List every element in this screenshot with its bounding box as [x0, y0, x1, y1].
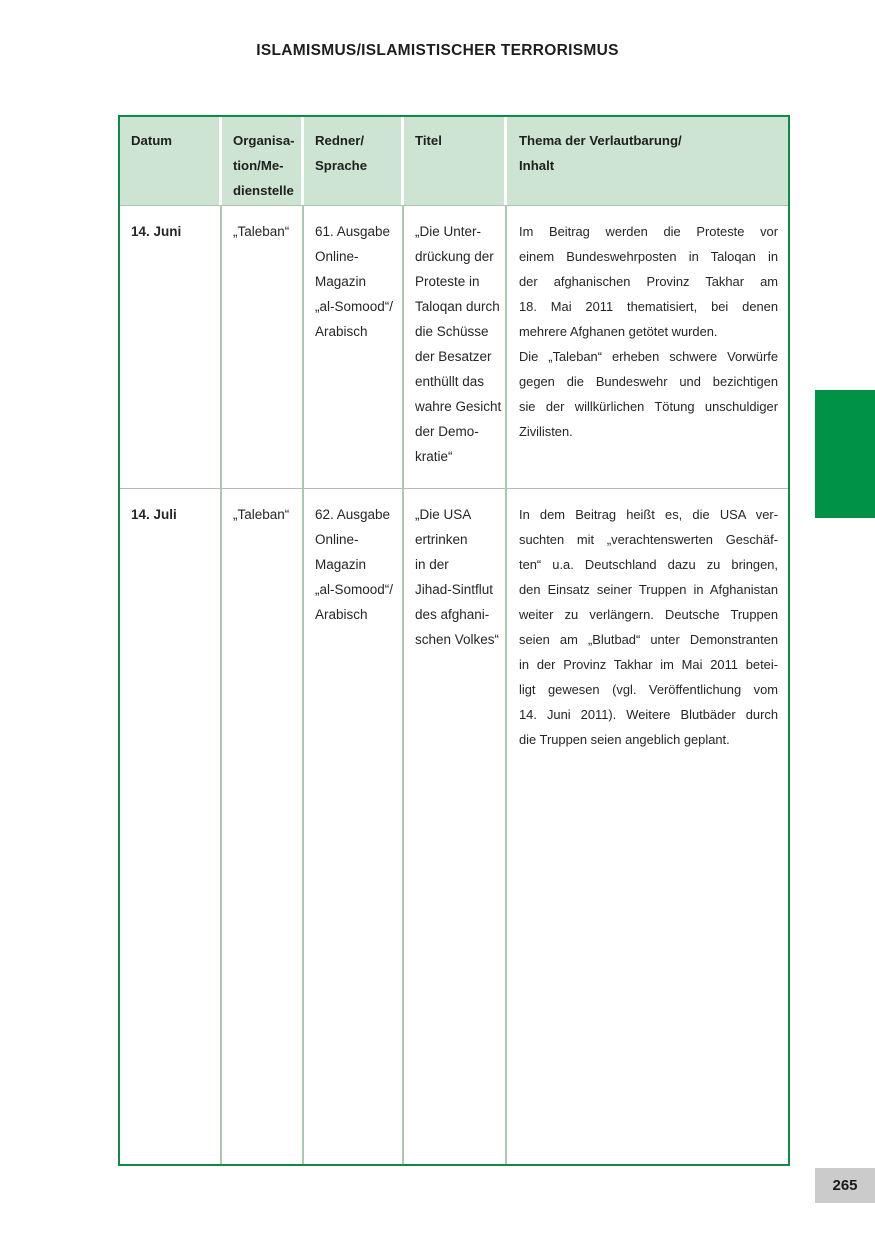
header-cell-redner-sprache: Redner/ Sprache [304, 117, 404, 205]
cell-datum: 14. Juni [120, 206, 222, 488]
page-title: ISLAMISMUS/ISLAMISTISCHER TERRORISMUS [256, 42, 619, 59]
publications-table [118, 115, 790, 1166]
header-cell-titel: Titel [404, 117, 507, 205]
table-row [120, 206, 788, 489]
cell-inhalt: Im Beitrag werden die Proteste vor einem Bundeswehrposten in Taloqan in der afghanischen Provinz Takhar am 18. Mai 2011 thematisiert, bei denen mehrere Afghanen getötet wurden. Die „Taleban“ erheben schwere Vorwürfe gegen die Bundeswehr und bezichtigen sie der willkürlichen Tötung unschuldiger Zivilisten. [519, 224, 778, 439]
cell-organisation: „Taleban“ [222, 489, 304, 1164]
cell-titel: „Die USA ertrinken in der Jihad-Sintflut des afghani- schen Volkes“ [404, 489, 507, 1164]
table-row [120, 489, 788, 1164]
header-cell-thema: Thema der Verlautbarung/ Inhalt [507, 117, 788, 205]
page-number: 265 [832, 1177, 858, 1194]
cell-titel: „Die Unter- drückung der Proteste in Taloqan durch die Schüsse der Besatzer enthüllt das wahre Gesicht der Demo- kratie“ [404, 206, 507, 488]
cell-organisation: „Taleban“ [222, 206, 304, 488]
table-header-row [120, 117, 788, 206]
header-cell-datum: Datum [120, 117, 222, 205]
cell-inhalt: In dem Beitrag heißt es, die USA ver- suchten mit „verachtenswerten Geschäf- ten“ u.a. Deutschland dazu zu bringen, den Einsatz seiner Truppen in Afghanistan weiter zu verlängern. Deutsche Truppen seien am „Blutbad“ unter Demonstranten in der Provinz Takhar im Mai 2011 betei- ligt gewesen (vgl. Veröffentlichung vom 14. Juni 2011). Weitere Blutbäder durch die Truppen seien angeblich geplant. [519, 507, 778, 747]
header-cell-organisation: Organisa- tion/Me- dienstelle [222, 117, 304, 205]
cell-datum: 14. Juli [120, 489, 222, 1164]
cell-redner-sprache: 62. Ausgabe Online- Magazin „al-Somood“/ Arabisch [304, 489, 404, 1164]
chapter-margin-tab [815, 390, 875, 518]
cell-redner-sprache: 61. Ausgabe Online- Magazin „al-Somood“/ Arabisch [304, 206, 404, 488]
page-number-badge [815, 1168, 875, 1203]
